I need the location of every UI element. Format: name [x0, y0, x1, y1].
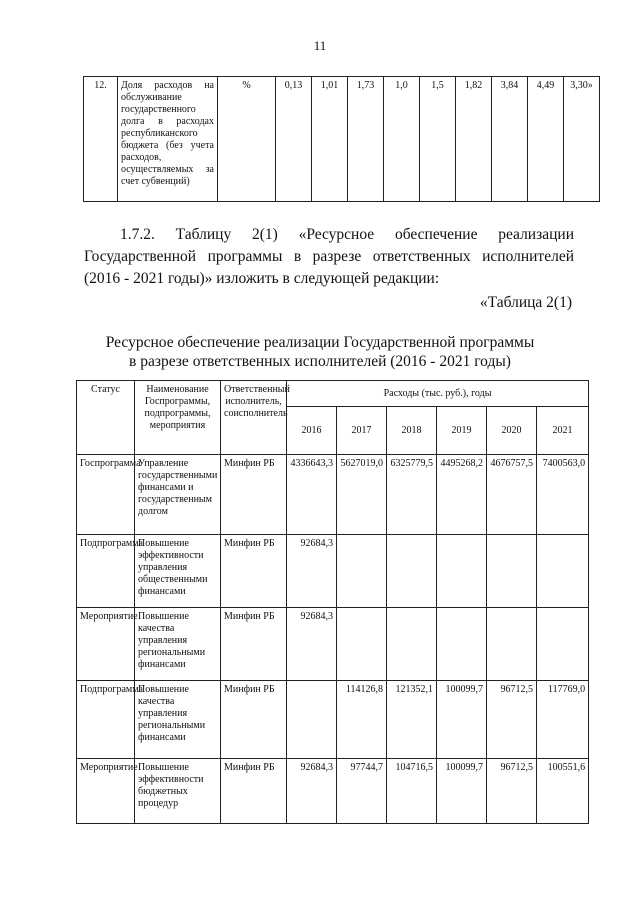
row-value: 7400563,0 — [537, 455, 589, 535]
header-year: 2018 — [387, 407, 437, 455]
row-value: 100551,6 — [537, 759, 589, 824]
row-value: 6325779,5 — [387, 455, 437, 535]
indicator-value: 1,0 — [384, 77, 420, 202]
row-value — [337, 608, 387, 681]
row-status: Госпрограмма — [77, 455, 135, 535]
header-year: 2021 — [537, 407, 589, 455]
row-value — [287, 681, 337, 759]
row-value: 121352,1 — [387, 681, 437, 759]
row-value — [387, 608, 437, 681]
row-status: Мероприятие — [77, 608, 135, 681]
row-status: Подпрограмма — [77, 681, 135, 759]
amendment-paragraph — [84, 224, 574, 290]
row-value — [487, 608, 537, 681]
indicator-row — [84, 77, 600, 202]
row-value: 117769,0 — [537, 681, 589, 759]
indicator-value: 1,01 — [312, 77, 348, 202]
indicator-value: 1,73 — [348, 77, 384, 202]
row-value: 92684,3 — [287, 759, 337, 824]
row-name: Повышение эффективности управления общественными финансами — [135, 535, 221, 608]
row-executor: Минфин РБ — [221, 455, 287, 535]
row-executor: Минфин РБ — [221, 608, 287, 681]
indicator-value: 1,82 — [456, 77, 492, 202]
indicator-value: 0,13 — [276, 77, 312, 202]
header-year: 2017 — [337, 407, 387, 455]
resource-table — [76, 380, 589, 824]
row-value — [537, 608, 589, 681]
row-value — [337, 535, 387, 608]
row-name: Повышение качества управления региональными финансами — [135, 681, 221, 759]
row-executor: Минфин РБ — [221, 759, 287, 824]
header-year: 2016 — [287, 407, 337, 455]
row-name: Повышение качества управления региональными финансами — [135, 608, 221, 681]
row-value — [387, 535, 437, 608]
table-reference: «Таблица 2(1) — [479, 294, 572, 311]
row-value: 96712,5 — [487, 759, 537, 824]
row-executor: Минфин РБ — [221, 681, 287, 759]
indicator-unit: % — [218, 77, 276, 202]
indicator-value: 3,84 — [492, 77, 528, 202]
table-row — [77, 455, 589, 535]
header-executor: Ответственный исполнитель, соисполнитель — [221, 381, 287, 455]
header-year: 2019 — [437, 407, 487, 455]
row-value — [437, 608, 487, 681]
row-value: 97744,7 — [337, 759, 387, 824]
header-expenses: Расходы (тыс. руб.), годы — [287, 381, 589, 407]
row-value: 100099,7 — [437, 681, 487, 759]
table-row — [77, 535, 589, 608]
row-value: 92684,3 — [287, 535, 337, 608]
amendment-text: 1.7.2. Таблицу 2(1) «Ресурсное обеспечение реализации Государственной программы в разрезе ответственных исполнителей (2016 - 2021 годы)» изложить в следующей редакции: — [84, 226, 574, 287]
table-row — [77, 608, 589, 681]
row-value — [487, 535, 537, 608]
row-value: 100099,7 — [437, 759, 487, 824]
row-value: 4495268,2 — [437, 455, 487, 535]
indicator-description: Доля расходов на обслуживание государственного долга в расходах республиканского бюджета (без учета расходов, осуществляемых за счет субвенций) — [118, 77, 218, 202]
indicator-value: 4,49 — [528, 77, 564, 202]
page-number: 11 — [313, 38, 327, 53]
header-year: 2020 — [487, 407, 537, 455]
indicator-number: 12. — [84, 77, 118, 202]
header-status: Статус — [77, 381, 135, 455]
row-value — [537, 535, 589, 608]
row-value — [437, 535, 487, 608]
row-value: 4676757,5 — [487, 455, 537, 535]
row-name: Управление государственными финансами и государственным долгом — [135, 455, 221, 535]
indicator-table — [83, 76, 600, 202]
row-value: 104716,5 — [387, 759, 437, 824]
row-value: 5627019,0 — [337, 455, 387, 535]
table-title-line2: в разрезе ответственных исполнителей (2016 - 2021 годы) — [129, 353, 511, 370]
row-status: Мероприятие — [77, 759, 135, 824]
table-row — [77, 759, 589, 824]
row-name: Повышение эффективности бюджетных процедур — [135, 759, 221, 824]
indicator-value: 1,5 — [420, 77, 456, 202]
header-name: Наименование Госпрограммы, подпрограммы, мероприятия — [135, 381, 221, 455]
row-value: 96712,5 — [487, 681, 537, 759]
table-row — [77, 681, 589, 759]
row-value: 92684,3 — [287, 608, 337, 681]
row-value: 114126,8 — [337, 681, 387, 759]
indicator-value: 3,30» — [564, 77, 600, 202]
row-status: Подпрограмма — [77, 535, 135, 608]
table-title — [0, 333, 640, 371]
row-value: 4336643,3 — [287, 455, 337, 535]
row-executor: Минфин РБ — [221, 535, 287, 608]
table-title-line1: Ресурсное обеспечение реализации Государственной программы — [105, 334, 535, 351]
